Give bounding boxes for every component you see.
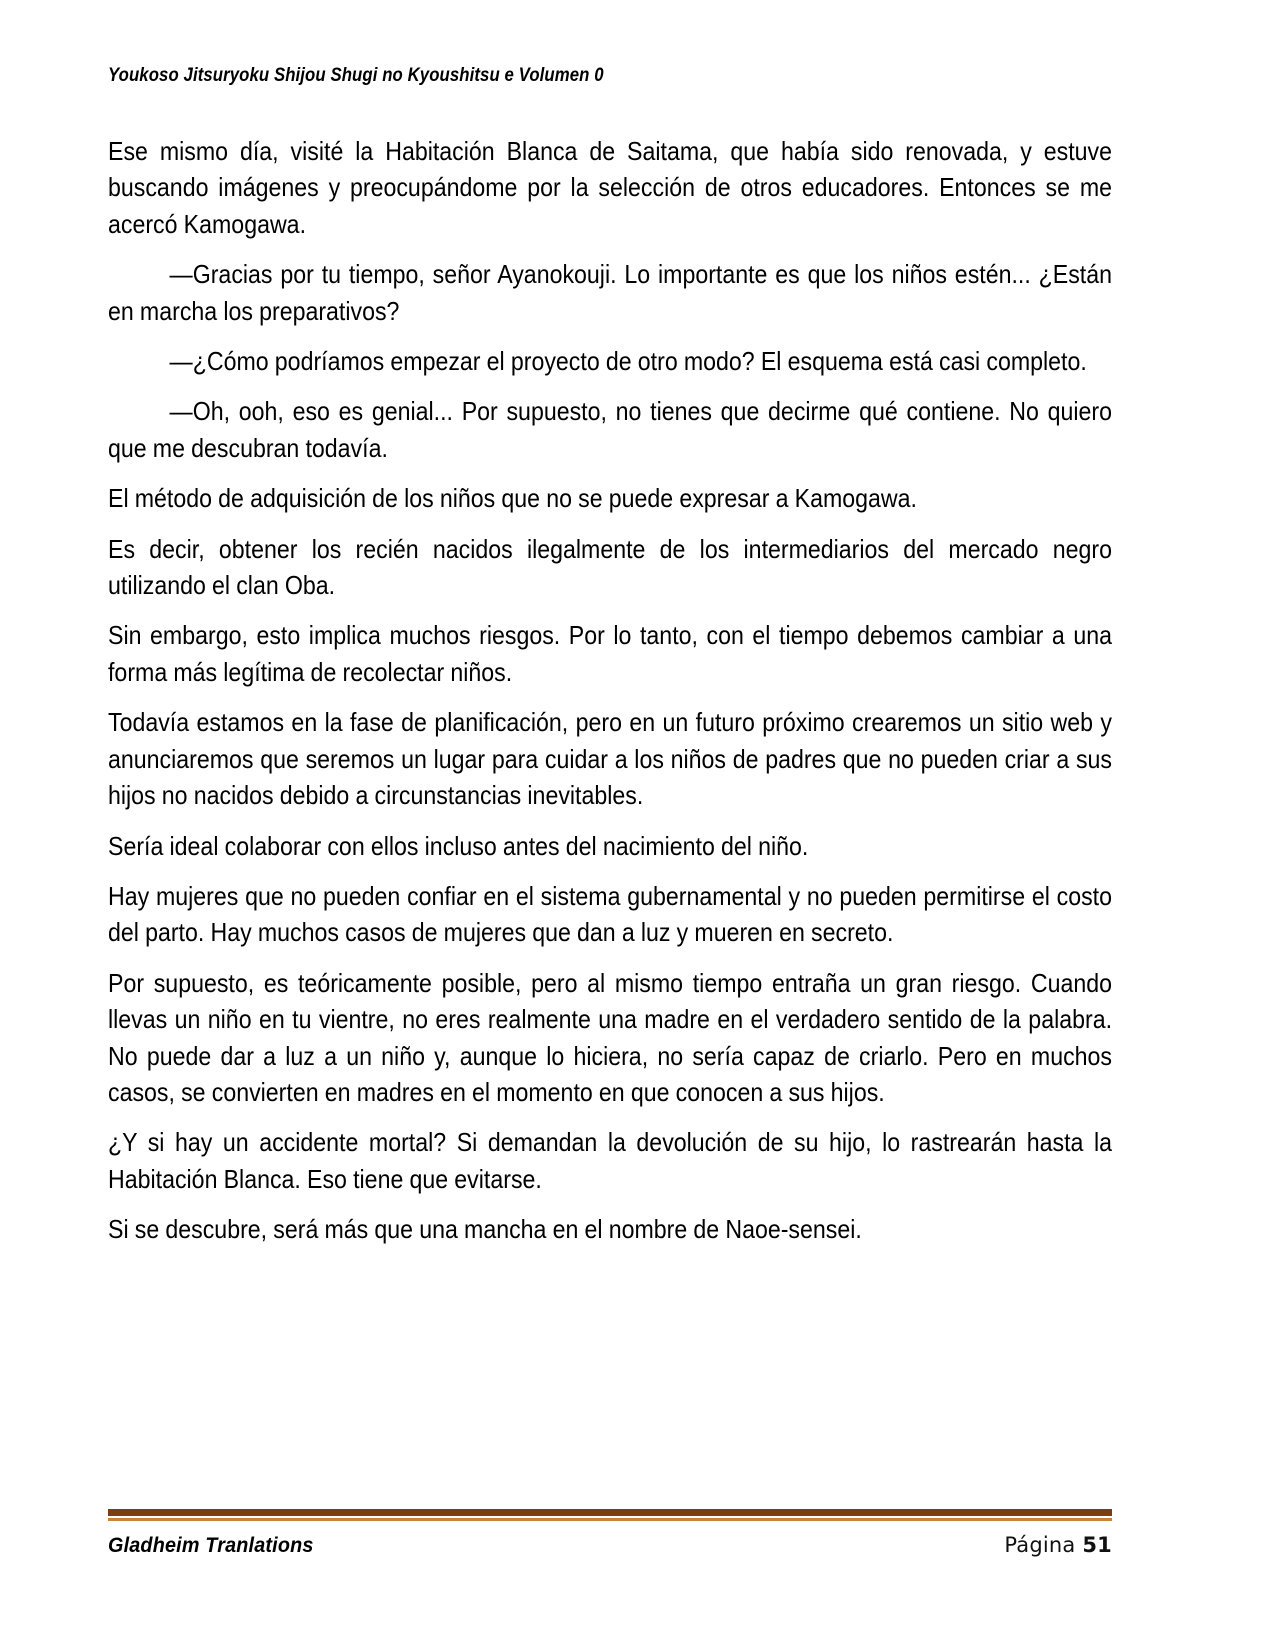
paragraph: Hay mujeres que no pueden confiar en el sistema gubernamental y no pueden permitirse el costo del parto. Hay muchos casos de mujeres que dan a luz y mueren en secreto. — [108, 882, 1113, 948]
paragraph: Es decir, obtener los recién nacidos ilegalmente de los intermediarios del mercado negro utilizando el clan Oba. — [108, 535, 1113, 601]
paragraph: El método de adquisición de los niños que no se puede expresar a Kamogawa. — [108, 485, 917, 514]
page-body — [108, 134, 1112, 1249]
footer-page-label: Página — [1004, 1533, 1076, 1557]
page-footer — [108, 1509, 1112, 1558]
paragraph: —Oh, ooh, eso es genial... Por supuesto, no tienes que decirme qué contiene. No quiero que me descubran todavía. — [108, 398, 1113, 463]
paragraph: —¿Cómo podríamos empezar el proyecto de otro modo? El esquema está casi completo. — [169, 348, 1087, 377]
paragraph: Ese mismo día, visité la Habitación Blanca de Saitama, que había sido renovada, y estuve buscando imágenes y preocupándome por la selección de otros educadores. Entonces se me acercó Kamogawa. — [108, 138, 1113, 239]
paragraph: Sin embargo, esto implica muchos riesgos. Por lo tanto, con el tiempo debemos cambiar a una forma más legítima de recolectar niños. — [108, 622, 1113, 687]
header-title: Youkoso Jitsuryoku Shijou Shugi no Kyoushitsu e Volumen 0 — [108, 64, 604, 86]
paragraph: Por supuesto, es teóricamente posible, pero al mismo tiempo entraña un gran riesgo. Cuando llevas un niño en tu vientre, no eres realmente una madre en el verdadero sentido de la palabra. No puede dar a luz a un niño y, aunque lo hiciera, no sería capaz de criarlo. Pero en muchos casos, se convierten en madres en el momento en que conocen a sus hijos. — [108, 969, 1113, 1107]
paragraph: Si se descubre, será más que una mancha en el nombre de Naoe-sensei. — [108, 1216, 862, 1245]
footer-row — [108, 1533, 1112, 1558]
paragraph: Sería ideal colaborar con ellos incluso antes del nacimiento del niño. — [108, 832, 809, 861]
footer-page-number — [1004, 1533, 1112, 1557]
paragraph: Todavía estamos en la fase de planificación, pero en un futuro próximo crearemos un sitio web y anunciaremos que seremos un lugar para cuidar a los niños de padres que no pueden criar a sus hijos no nacidos debido a circunstancias inevitables. — [108, 709, 1113, 811]
footer-page-value: 51 — [1082, 1533, 1112, 1557]
page-header — [108, 66, 1112, 96]
paragraph: —Gracias por tu tiempo, señor Ayanokouji. Lo importante es que los niños estén... ¿Están en marcha los preparativos? — [108, 261, 1113, 326]
paragraph: ¿Y si hay un accidente mortal? Si demandan la devolución de su hijo, lo rastrearán hasta la Habitación Blanca. Eso tiene que evitarse. — [108, 1129, 1113, 1194]
footer-rule-thick — [108, 1509, 1112, 1516]
footer-rule-thin — [108, 1518, 1112, 1521]
footer-brand: Gladheim Tranlations — [108, 1533, 314, 1557]
